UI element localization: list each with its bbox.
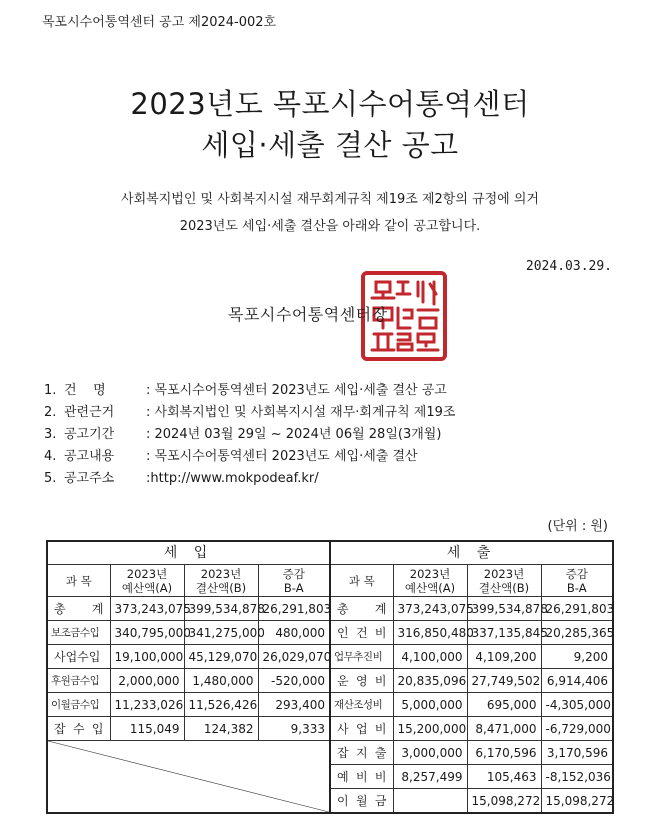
document-number: 목포시수어통역센터 공고 제2024-002호	[42, 15, 277, 30]
col-budget-year: 2023년	[126, 566, 168, 581]
expense-settle-cell: 399,534,878	[467, 597, 541, 621]
diagonal-strike-line	[48, 741, 329, 812]
expense-diff-cell: 15,098,272	[541, 789, 613, 814]
announcement-date: 2024.03.29.	[525, 259, 612, 274]
expense-diff-cell: 6,914,406	[541, 669, 613, 693]
detail-number: 1.	[44, 383, 57, 398]
table-row	[47, 693, 613, 717]
expense-budget-cell: 3,000,000	[393, 741, 467, 765]
table-row	[47, 741, 613, 765]
expense-item-label: 인 건 비	[330, 621, 393, 645]
detail-row	[44, 380, 455, 402]
col-settle-year: 2023년	[483, 566, 525, 581]
expense-item-label: 업무추진비	[330, 645, 393, 669]
revenue-budget-cell: 19,100,000	[110, 645, 184, 669]
revenue-item-label: 후원금수입	[47, 669, 110, 693]
col-budget-header	[110, 565, 184, 597]
revenue-settle-cell: 124,382	[184, 717, 258, 741]
col-diff-title: 증감	[282, 566, 305, 581]
revenue-settle-cell: 341,275,000	[184, 621, 258, 645]
expense-diff-cell: -6,729,000	[541, 717, 613, 741]
expense-diff-cell: 3,170,596	[541, 741, 613, 765]
detail-row	[44, 446, 455, 468]
expense-budget-cell: 4,100,000	[393, 645, 467, 669]
expense-item-label: 이 월 금	[330, 789, 393, 814]
expense-budget-cell: 15,200,000	[393, 717, 467, 741]
col-settle-header	[184, 565, 258, 597]
revenue-diff-cell: 26,029,070	[258, 645, 330, 669]
expense-diff-cell: -8,152,036	[541, 765, 613, 789]
intro-line: 2023년도 세입·세출 결산을 아래와 같이 공고합니다.	[179, 219, 481, 234]
revenue-diff-cell: -520,000	[258, 669, 330, 693]
revenue-settle-cell: 45,129,070	[184, 645, 258, 669]
expense-settle-cell: 695,000	[467, 693, 541, 717]
detail-label: 관련근거	[64, 405, 115, 420]
col-settle-year: 2023년	[200, 566, 242, 581]
detail-number: 2.	[44, 405, 57, 420]
detail-row	[44, 424, 455, 446]
revenue-item-label: 보조금수입	[47, 621, 110, 645]
revenue-budget-cell: 2,000,000	[110, 669, 184, 693]
col-item-header: 과 목	[47, 565, 110, 597]
revenue-settle-cell: 11,526,426	[184, 693, 258, 717]
expense-settle-cell: 105,463	[467, 765, 541, 789]
issuer-name: 목포시수어통역센터장	[228, 305, 388, 324]
revenue-item-label: 이월금수입	[47, 693, 110, 717]
expense-settle-cell: 6,170,596	[467, 741, 541, 765]
expense-settle-cell: 337,135,845	[467, 621, 541, 645]
detail-number: 3.	[44, 427, 57, 442]
expense-item-label: 잡 지 출	[330, 741, 393, 765]
settlement-table	[46, 540, 614, 814]
expense-item-label: 재산조성비	[330, 693, 393, 717]
intro-line: 사회복지법인 및 사회복지시설 재무회계규칙 제19조 제2항의 규정에 의거	[121, 192, 539, 207]
col-diff-header	[258, 565, 330, 597]
detail-label: 건 명	[64, 383, 106, 398]
col-budget-label: 예산액(A)	[404, 580, 456, 595]
col-settle-header	[467, 565, 541, 597]
col-settle-label: 결산액(B)	[478, 580, 530, 595]
expense-diff-cell: 9,200	[541, 645, 613, 669]
intro-text	[0, 186, 660, 240]
unit-note: (단위 : 원)	[547, 519, 608, 534]
revenue-budget-cell: 340,795,000	[110, 621, 184, 645]
revenue-item-label: 총 계	[47, 597, 110, 621]
detail-label: 공고기간	[64, 427, 115, 442]
expense-settle-cell: 15,098,272	[467, 789, 541, 814]
revenue-header: 세 입	[47, 541, 330, 565]
page-title: 2023년도 목포시수어통역센터	[130, 87, 530, 121]
detail-label: 공고내용	[64, 449, 115, 464]
revenue-budget-cell: 115,049	[110, 717, 184, 741]
col-item-header: 과 목	[330, 565, 393, 597]
detail-row	[44, 468, 455, 490]
empty-revenue-area	[47, 741, 330, 814]
expense-budget-cell: 20,835,096	[393, 669, 467, 693]
detail-value: : 목포시수어통역센터 2023년도 세입·세출 결산 공고	[146, 383, 447, 398]
expense-item-label: 사 업 비	[330, 717, 393, 741]
expense-diff-cell: -4,305,000	[541, 693, 613, 717]
expense-item-label: 총 계	[330, 597, 393, 621]
table-row	[47, 669, 613, 693]
revenue-item-label: 잡 수 입	[47, 717, 110, 741]
expense-diff-cell: 20,285,365	[541, 621, 613, 645]
detail-label: 공고주소	[64, 471, 115, 486]
revenue-diff-cell: 9,333	[258, 717, 330, 741]
announcement-details	[44, 380, 455, 490]
expense-budget-cell	[393, 789, 467, 814]
detail-value: : 2024년 03월 29일 ~ 2024년 06월 28일(3개월)	[146, 427, 442, 442]
table-row	[47, 717, 613, 741]
detail-value: : 목포시수어통역센터 2023년도 세입·세출 결산	[146, 449, 418, 464]
table-row	[47, 621, 613, 645]
detail-value: : 사회복지법인 및 사회복지시설 재무·회계규칙 제19조	[146, 405, 456, 420]
col-diff-formula: B-A	[566, 580, 587, 595]
table-row	[47, 645, 613, 669]
revenue-budget-cell: 11,233,026	[110, 693, 184, 717]
expense-diff-cell: 26,291,803	[541, 597, 613, 621]
detail-number: 4.	[44, 449, 57, 464]
expense-item-label: 예 비 비	[330, 765, 393, 789]
expense-budget-cell: 373,243,075	[393, 597, 467, 621]
expense-settle-cell: 27,749,502	[467, 669, 541, 693]
col-settle-label: 결산액(B)	[195, 580, 247, 595]
page-subtitle: 세입·세출 결산 공고	[201, 128, 459, 162]
expense-budget-cell: 8,257,499	[393, 765, 467, 789]
expense-budget-cell: 316,850,480	[393, 621, 467, 645]
revenue-diff-cell: 293,400	[258, 693, 330, 717]
expense-settle-cell: 8,471,000	[467, 717, 541, 741]
revenue-settle-cell: 1,480,000	[184, 669, 258, 693]
detail-number: 5.	[44, 471, 57, 486]
website-address: :http://www.mokpodeaf.kr/	[146, 471, 319, 486]
revenue-diff-cell: 480,000	[258, 621, 330, 645]
expense-budget-cell: 5,000,000	[393, 693, 467, 717]
col-diff-formula: B-A	[283, 580, 304, 595]
expense-header: 세 출	[330, 541, 613, 565]
detail-row	[44, 402, 455, 424]
col-diff-header	[541, 565, 613, 597]
col-budget-header	[393, 565, 467, 597]
revenue-item-label: 사업수입	[47, 645, 110, 669]
table-row	[47, 597, 613, 621]
col-diff-title: 증감	[565, 566, 588, 581]
revenue-budget-cell: 373,243,075	[110, 597, 184, 621]
col-budget-year: 2023년	[409, 566, 451, 581]
revenue-settle-cell: 399,534,878	[184, 597, 258, 621]
expense-item-label: 운 영 비	[330, 669, 393, 693]
revenue-diff-cell: 26,291,803	[258, 597, 330, 621]
expense-settle-cell: 4,109,200	[467, 645, 541, 669]
col-budget-label: 예산액(A)	[121, 580, 173, 595]
